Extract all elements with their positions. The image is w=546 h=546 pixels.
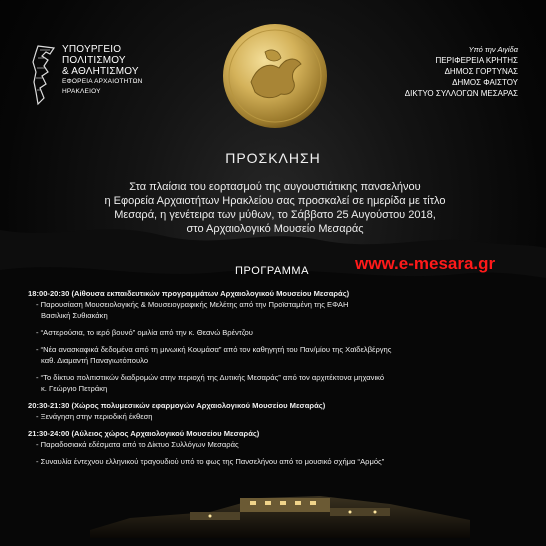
aegis-label: Υπό την Αιγίδα bbox=[468, 45, 518, 54]
sponsor-item: ΠΕΡΙΦΕΡΕΙΑ ΚΡΗΤΗΣ bbox=[435, 56, 518, 65]
program-item: - “Αστερούσια, το ιερό βουνό” ομιλία από την κ. Θεανώ Βρέντζου bbox=[36, 328, 253, 337]
invitation-line: στο Αρχαιολογικό Μουσείο Μεσαράς bbox=[186, 223, 364, 235]
program-list bbox=[28, 288, 528, 467]
program-item: - “Νέα ανασκαφικά δεδομένα από τη μινωική Κουμάσα” από τον καθηγητή του Παν/μίου της Χαϊδελβέργης bbox=[36, 345, 392, 354]
program-item: - Παρουσίαση Μουσειολογικής & Μουσειογραφικής Μελέτης από την Προϊσταμένη της ΕΦΑΗ bbox=[36, 300, 349, 309]
ministry-name bbox=[62, 44, 143, 97]
program-item-speaker: Βασιλική Συθιακάκη bbox=[41, 311, 108, 320]
program-item: - “Το δίκτυο πολιτιστικών διαδρομών στην περιοχή της Δυτικής Μεσαράς” από τον αρχιτέκτονα μηχανικό bbox=[36, 373, 385, 382]
invitation-text bbox=[60, 180, 490, 236]
ministry-line-1: ΥΠΟΥΡΓΕΙΟ bbox=[62, 44, 122, 55]
sponsor-item: ΔΙΚΤΥΟ ΣΥΛΛΟΓΩΝ ΜΕΣΑΡΑΣ bbox=[404, 89, 518, 98]
ministry-line-2: ΠΟΛΙΤΙΣΜΟΥ bbox=[62, 55, 126, 66]
ephorate-city: ΗΡΑΚΛΕΙΟΥ bbox=[62, 88, 101, 95]
museum-night-image bbox=[90, 468, 470, 538]
invitation-line: Μεσαρά, η γενέτειρα των μύθων, το Σάββατο 25 Αυγούστου 2018, bbox=[114, 209, 436, 221]
ministry-logo-icon bbox=[28, 42, 60, 112]
invitation-line: η Εφορεία Αρχαιοτήτων Ηρακλείου σας προσκαλεί σε ημερίδα με τίτλο bbox=[104, 195, 446, 207]
sponsors-block bbox=[405, 44, 518, 99]
program-item-speaker: κ. Γεώργιο Πετράκη bbox=[41, 384, 108, 393]
invitation-line: Στα πλαίσια του εορτασμού της αυγουστιάτικης πανσελήνου bbox=[129, 181, 421, 193]
program-item: - Παραδοσιακά εδέσματα από το Δίκτυο Συλλόγων Μεσαράς bbox=[36, 440, 239, 449]
ministry-line-3: & ΑΘΛΗΤΙΣΜΟΥ bbox=[62, 66, 139, 77]
gold-coin-image bbox=[221, 22, 329, 130]
sponsor-item: ΔΗΜΟΣ ΓΟΡΤΥΝΑΣ bbox=[444, 67, 518, 76]
session-heading: 18:00-20:30 (Αίθουσα εκπαιδευτικών προγραμμάτων Αρχαιολογικού Μουσείου Μεσαράς) bbox=[28, 289, 350, 298]
invitation-title: ΠΡΟΣΚΛΗΣΗ bbox=[225, 150, 321, 166]
program-title: ΠΡΟΓΡΑΜΜΑ bbox=[235, 265, 309, 277]
website-link[interactable]: www.e-mesara.gr bbox=[355, 254, 496, 273]
program-item: - Συναυλία έντεχνου ελληνικού τραγουδιού υπό το φως της Πανσελήνου από το μουσικό σχήμα “Αρμός” bbox=[36, 457, 385, 466]
ephorate-name: ΕΦΟΡΕΙΑ ΑΡΧΑΙΟΤΗΤΩΝ bbox=[62, 78, 143, 85]
program-item: - Ξενάγηση στην περιοδική έκθεση bbox=[36, 412, 153, 421]
session-heading: 21:30-24:00 (Αύλειος χώρος Αρχαιολογικού Μουσείου Μεσαράς) bbox=[28, 429, 260, 438]
session-heading: 20:30-21:30 (Χώρος πολυμεσικών εφαρμογών Αρχαιολογικού Μουσείου Μεσαράς) bbox=[28, 401, 326, 410]
program-item-speaker: καθ. Διαμαντή Παναγιωτόπουλο bbox=[41, 356, 149, 365]
sponsor-item: ΔΗΜΟΣ ΦΑΙΣΤΟΥ bbox=[452, 78, 518, 87]
